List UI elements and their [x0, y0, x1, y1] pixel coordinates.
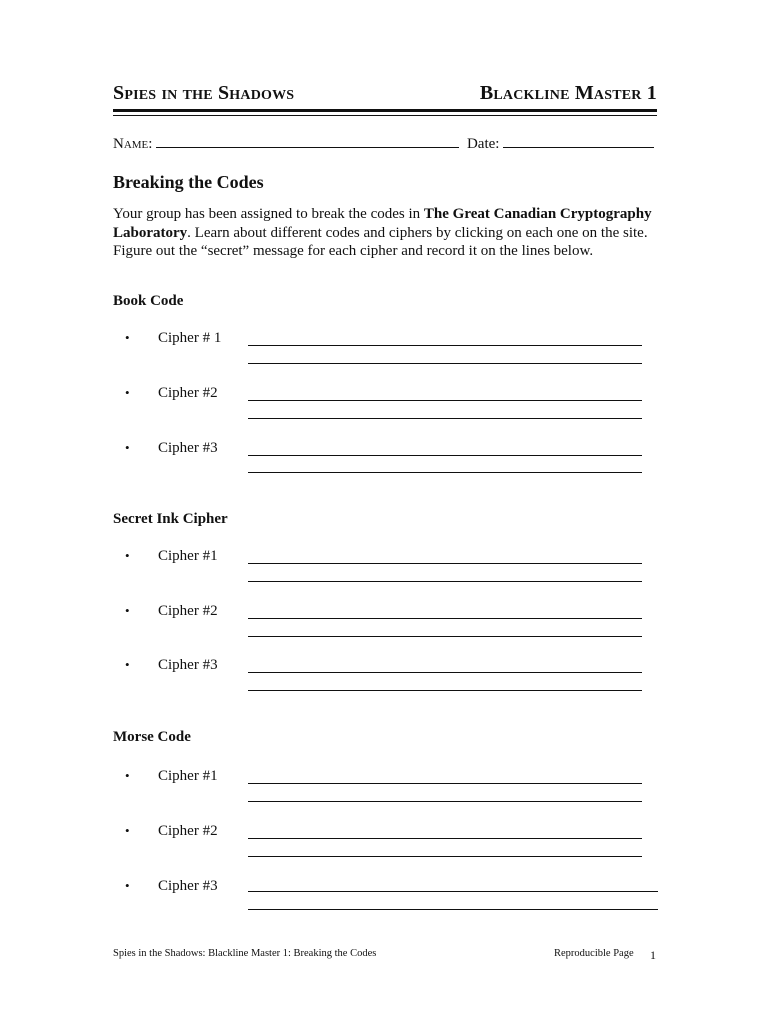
name-label: Name:	[113, 136, 153, 152]
name-field[interactable]	[156, 133, 459, 148]
answer-line[interactable]	[248, 345, 642, 346]
answer-line[interactable]	[248, 636, 642, 637]
bullet-icon: •	[125, 878, 130, 893]
cipher-label: Cipher #2	[158, 385, 218, 401]
answer-line[interactable]	[248, 783, 642, 784]
intro-text-end: . Learn about different codes and ciphers by clicking on each one on the site. Figure out the “secret” message for each cipher and record it on the lines below.	[113, 224, 648, 259]
page-number: 1	[650, 948, 656, 962]
footer-citation: Spies in the Shadows: Blackline Master 1: Breaking the Codes	[113, 948, 377, 959]
answer-line[interactable]	[248, 363, 642, 364]
answer-line[interactable]	[248, 909, 658, 910]
answer-line[interactable]	[248, 891, 658, 892]
footer-reproducible: Reproducible Page	[554, 948, 634, 959]
page-title: Breaking the Codes	[113, 172, 264, 192]
cipher-label: Cipher #3	[158, 878, 218, 894]
section-heading-secret-ink: Secret Ink Cipher	[113, 511, 228, 527]
answer-line[interactable]	[248, 801, 642, 802]
bullet-icon: •	[125, 330, 130, 345]
bullet-icon: •	[125, 385, 130, 400]
bullet-icon: •	[125, 768, 130, 783]
date-label: Date:	[466, 136, 500, 152]
answer-line[interactable]	[248, 400, 642, 401]
name-date-row	[113, 133, 654, 153]
header-master-label: Blackline Master 1	[479, 82, 657, 104]
answer-line[interactable]	[248, 581, 642, 582]
header-rule-thick	[113, 109, 657, 112]
answer-line[interactable]	[248, 418, 642, 419]
section-heading-morse-code: Morse Code	[113, 729, 191, 745]
answer-line[interactable]	[248, 856, 642, 857]
date-field[interactable]	[503, 133, 654, 148]
answer-line[interactable]	[248, 690, 642, 691]
cipher-label: Cipher #2	[158, 603, 218, 619]
header-title: Spies in the Shadows	[113, 82, 295, 104]
answer-line[interactable]	[248, 563, 642, 564]
answer-line[interactable]	[248, 455, 642, 456]
bullet-icon: •	[125, 548, 130, 563]
answer-line[interactable]	[248, 838, 642, 839]
cipher-label: Cipher #3	[158, 440, 218, 456]
cipher-label: Cipher #3	[158, 657, 218, 673]
intro-paragraph	[113, 205, 663, 261]
section-heading-book-code: Book Code	[113, 293, 184, 309]
answer-line[interactable]	[248, 618, 642, 619]
answer-line[interactable]	[248, 672, 642, 673]
intro-text-start: Your group has been assigned to break the codes in	[113, 206, 424, 222]
bullet-icon: •	[125, 603, 130, 618]
bullet-icon: •	[125, 440, 130, 455]
cipher-label: Cipher #1	[158, 768, 218, 784]
header-rule-thin	[113, 115, 657, 116]
bullet-icon: •	[125, 657, 130, 672]
bullet-icon: •	[125, 823, 130, 838]
cipher-label: Cipher # 1	[158, 330, 222, 346]
intro-site-name: The Great Canadian Cryptography Laboratory	[113, 206, 652, 241]
cipher-label: Cipher #2	[158, 823, 218, 839]
answer-line[interactable]	[248, 472, 642, 473]
page-header	[113, 82, 657, 108]
cipher-label: Cipher #1	[158, 548, 218, 564]
